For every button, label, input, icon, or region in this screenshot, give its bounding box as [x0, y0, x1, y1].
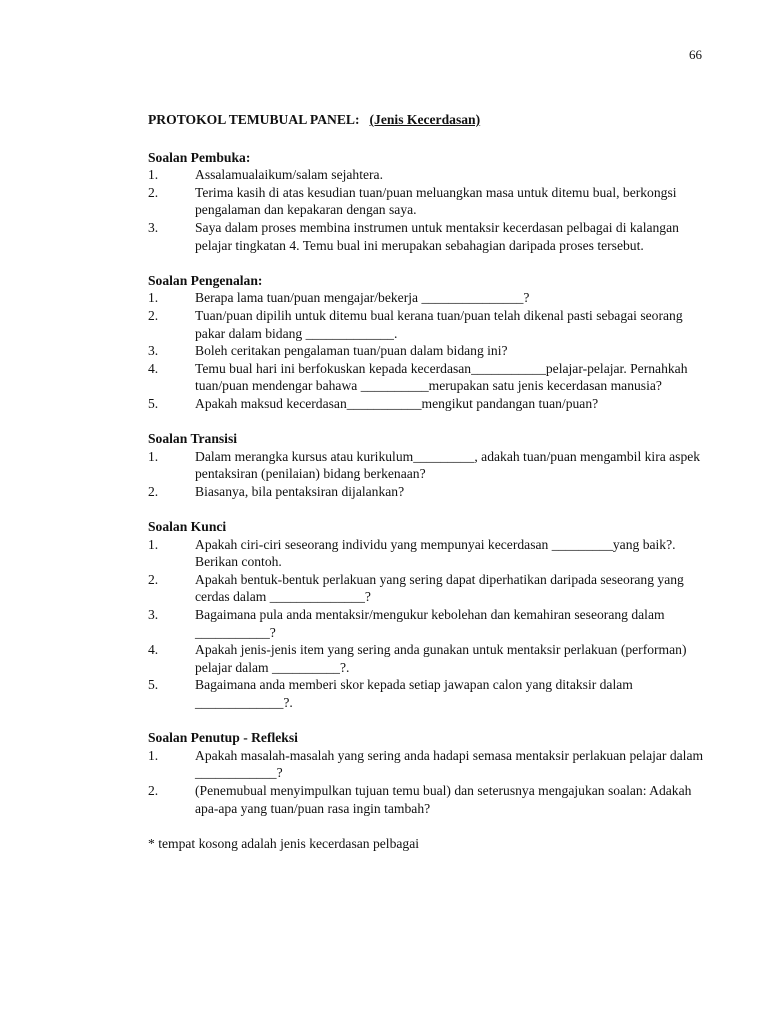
question-item [148, 483, 708, 501]
question-text: Terima kasih di atas kesudian tuan/puan meluangkan masa untuk ditemu bual, berkongsi pengalaman dan kepakaran dengan saya. [195, 184, 677, 218]
question-item [148, 448, 708, 483]
question-number: 3. [148, 343, 159, 359]
question-text: Apakah masalah-masalah yang sering anda hadapi semasa mentaksir perlakuan pelajar dalam ____________? [195, 747, 704, 781]
question-number: 4. [148, 360, 159, 376]
question-number: 1. [148, 536, 159, 552]
question-text: Temu bual hari ini berfokuskan kepada kecerdasan___________pelajar-pelajar. Pernahkah tuan/puan mendengar bahawa __________merupakan satu jenis kecerdasan manusia? [195, 360, 688, 394]
section [148, 518, 708, 712]
section [148, 149, 708, 255]
question-text: Berapa lama tuan/puan mengajar/bekerja _______________? [195, 290, 530, 306]
question-text: (Penemubual menyimpulkan tujuan temu bual) dan seterusnya mengajukan soalan: Adakah apa-apa yang tuan/puan rasa ingin tambah? [195, 782, 692, 816]
question-text: Tuan/puan dipilih untuk ditemu bual kerana tuan/puan telah dikenal pasti sebagai seorang pakar dalam bidang _____________. [195, 307, 683, 341]
question-item [148, 219, 708, 254]
question-list [148, 536, 708, 712]
question-item [148, 360, 708, 395]
question-item [148, 782, 708, 817]
section [148, 272, 708, 413]
page-number: 66 [689, 47, 702, 62]
question-item [148, 747, 708, 782]
question-number: 4. [148, 642, 159, 658]
section [148, 430, 708, 500]
question-number: 2. [148, 571, 159, 587]
question-text: Apakah jenis-jenis item yang sering anda gunakan untuk mentaksir perlakuan (performan) pelajar dalam __________?. [195, 642, 687, 675]
question-item [148, 641, 708, 676]
question-text: Apakah bentuk-bentuk perlakuan yang sering dapat diperhatikan daripada seseorang yang cerdas dalam ______________? [195, 571, 684, 605]
question-number: 2. [148, 782, 159, 798]
question-item [148, 536, 708, 571]
question-item [148, 289, 708, 307]
section [148, 729, 708, 817]
question-text: Dalam merangka kursus atau kurikulum_________, adakah tuan/puan mengambil kira aspek pentaksiran (penilaian) bidang berkenaan? [195, 448, 701, 482]
question-number: 1. [148, 448, 159, 464]
question-number: 3. [148, 607, 159, 623]
section-heading: Soalan Penutup - Refleksi [148, 730, 298, 746]
section-heading: Soalan Kunci [148, 519, 227, 535]
question-text: Bagaimana anda memberi skor kepada setiap jawapan calon yang ditaksir dalam _____________?. [195, 677, 633, 710]
question-number: 1. [148, 747, 159, 763]
question-item [148, 307, 708, 342]
section-heading: Soalan Pengenalan: [148, 272, 263, 288]
title-subtitle: (Jenis Kecerdasan) [369, 112, 481, 127]
section-heading: Soalan Pembuka: [148, 149, 251, 165]
question-text: Apakah ciri-ciri seseorang individu yang mempunyai kecerdasan _________yang baik?. Berikan contoh. [195, 536, 676, 570]
question-item [148, 606, 708, 641]
question-item [148, 342, 708, 360]
question-number: 5. [148, 395, 159, 411]
question-number: 3. [148, 219, 159, 235]
question-item [148, 166, 708, 184]
document-body [148, 111, 708, 852]
question-item [148, 571, 708, 606]
question-list [148, 448, 708, 501]
question-text: Assalamualaikum/salam sejahtera. [195, 167, 383, 183]
question-number: 2. [148, 307, 159, 323]
question-number: 2. [148, 184, 159, 200]
question-text: Saya dalam proses membina instrumen untuk mentaksir kecerdasan pelbagai di kalangan pelajar tingkatan 4. Temu bual ini merupakan sebahagian daripada proses tersebut. [195, 219, 679, 253]
question-item [148, 676, 708, 711]
title-main: PROTOKOL TEMUBUAL PANEL: [148, 112, 360, 127]
question-number: 1. [148, 290, 159, 306]
question-item [148, 184, 708, 219]
question-sections [148, 149, 708, 818]
question-item [148, 395, 708, 413]
question-text: Bagaimana pula anda mentaksir/mengukur kebolehan dan kemahiran seseorang dalam ___________? [195, 607, 665, 640]
question-text: Apakah maksud kecerdasan___________mengikut pandangan tuan/puan? [195, 395, 599, 411]
section-heading: Soalan Transisi [148, 431, 238, 447]
question-list [148, 166, 708, 254]
question-number: 2. [148, 483, 159, 499]
question-list [148, 747, 708, 817]
question-text: Biasanya, bila pentaksiran dijalankan? [195, 483, 405, 499]
document-title [148, 111, 708, 129]
question-list [148, 289, 708, 412]
question-number: 1. [148, 167, 159, 183]
question-number: 5. [148, 677, 159, 693]
footnote: * tempat kosong adalah jenis kecerdasan pelbagai [148, 835, 420, 851]
question-text: Boleh ceritakan pengalaman tuan/puan dalam bidang ini? [195, 343, 508, 359]
